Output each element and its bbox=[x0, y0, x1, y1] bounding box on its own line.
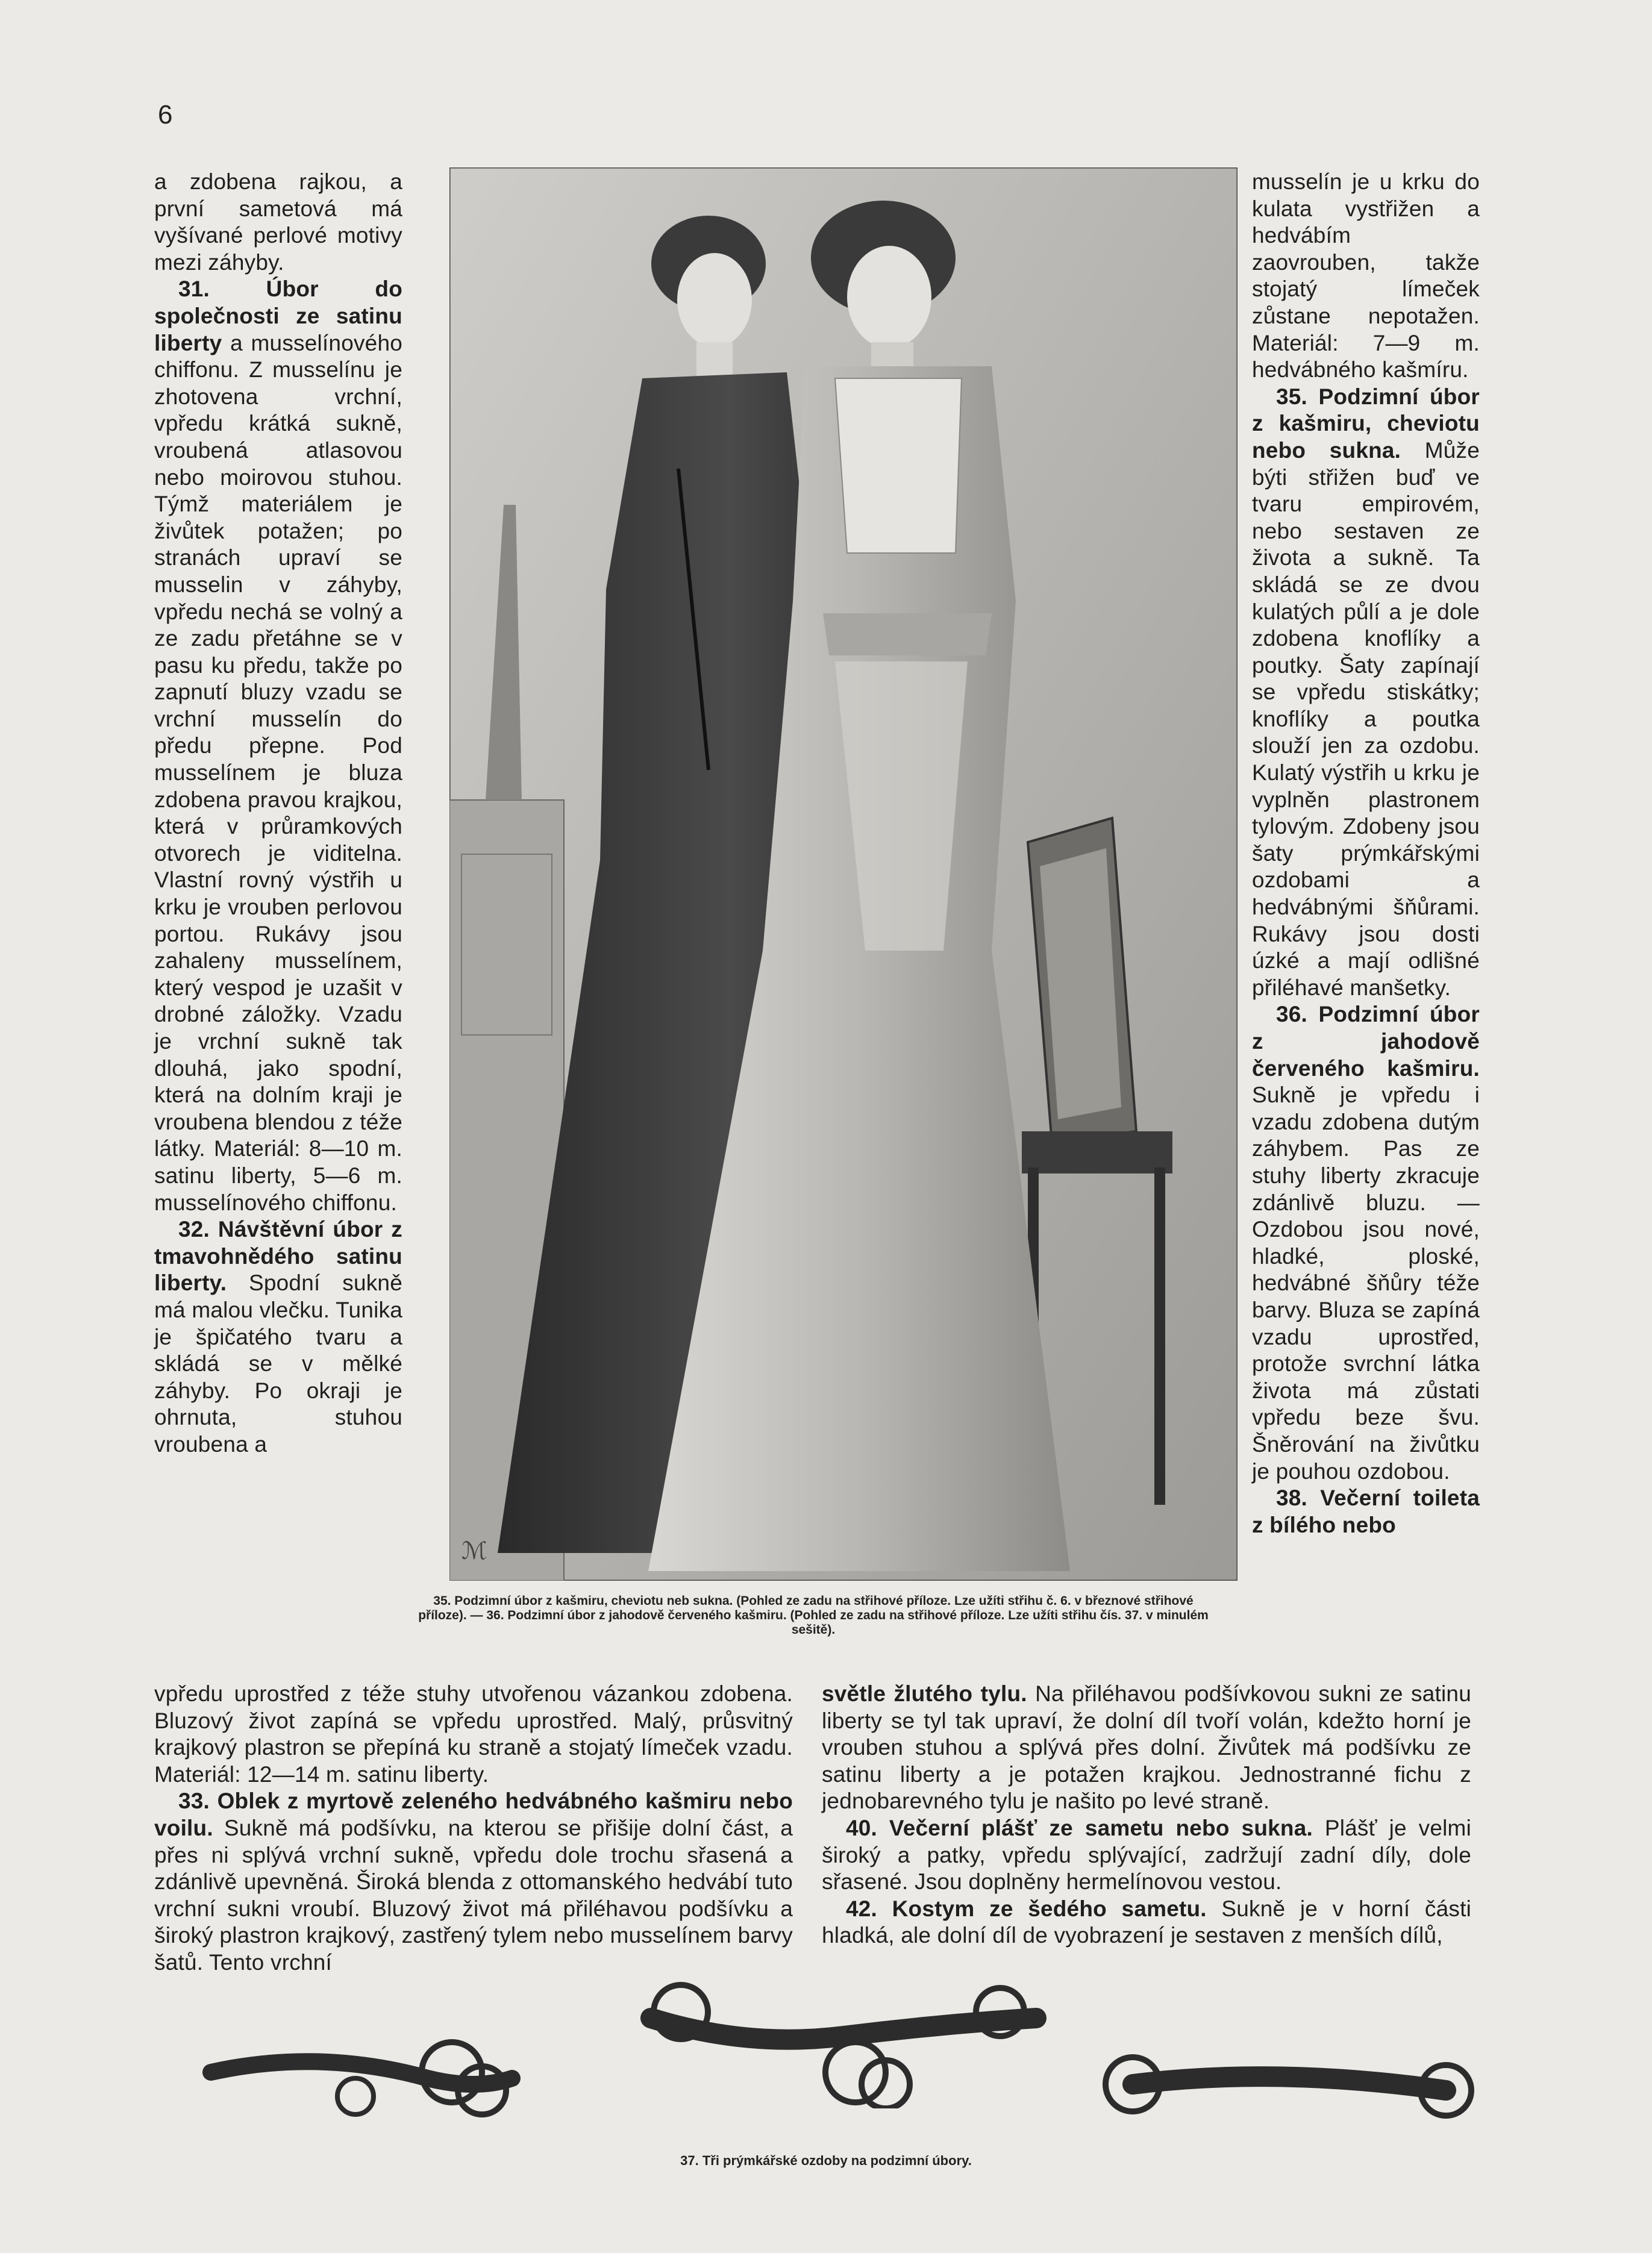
paragraph: musselín je u krku do kulata vystřižen a hedvábím zaovrouben, takže stojatý límeček zůstane nepotažen. Materiál: 7—9 m. hedvábného kašmíru. bbox=[1252, 169, 1480, 383]
ornament-left bbox=[199, 2024, 536, 2133]
paragraph bbox=[154, 276, 402, 1216]
paragraph-heading: 32. Návštěvní úbor z tmavohnědého satinu liberty. bbox=[154, 1217, 402, 1296]
paragraph-heading: 31. Úbor do společnosti ze satinu liberty bbox=[154, 277, 402, 355]
bottom-right-text bbox=[822, 1681, 1471, 1949]
paragraph-heading: 33. Oblek z myrtově zeleného hedvábného kašmiru nebo voilu. bbox=[154, 1789, 793, 1840]
paragraph bbox=[1252, 1001, 1480, 1485]
paragraph bbox=[1252, 384, 1480, 1002]
ornament-center bbox=[627, 1970, 1060, 2108]
ornament-right bbox=[1097, 2042, 1482, 2133]
column-right bbox=[1252, 169, 1480, 1539]
paragraph bbox=[154, 1216, 402, 1458]
paragraph-body: a musselínového chiffonu. Z musselínu je zhotovena vrchní, vpředu krátká sukně, vroubená atlasovou nebo moirovou stuhou. Týmž materiálem je živůtek potažen; po stranách upraví se musselin v záhyby, vpředu nechá se volný a ze zadu přetáhne se v pasu ku předu, takže po zapnutí bluzy vzadu se vrchní musselín do předu přepne. Pod musselínem je bluza zdobena pravou krajkou, která v průramkových otvorech je viditelna. Vlastní rovný výstřih u krku je vrouben perlovou portou. Rukávy jsou zahaleny musselínem, který vespod je uzašit v drobné záložky. Vzadu je vrchní sukně tak dlouhá, jako spodní, která na dolním kraji je vroubena blendou z téže látky. Materiál: 8—10 m. satinu liberty, 5—6 m. musselínového chiffonu. bbox=[154, 330, 402, 1215]
paragraph-heading: 35. Podzimní úbor z kašmiru, cheviotu nebo sukna. bbox=[1252, 384, 1480, 463]
paragraph-body: Může býti střižen buď ve tvaru empirovém, nebo sestaven ze života a sukně. Ta skládá se ze dvou kulatých půlí a je dole zdobena knoflíky a poutky. Šaty zapínají se vpředu stiskátky; knoflíky a poutka slouží jen za ozdobu. Kulatý výstřih u krku je vyplněn plastronem tylovým. Zdobeny jsou šaty prýmkářskými ozdobami a hedvábnými šňůrami. Rukávy jsou dosti úzké a mají odlišné přiléhavé manšetky. bbox=[1252, 437, 1480, 1000]
paragraph-heading: 42. Kostym ze šedého sametu. bbox=[846, 1896, 1207, 1921]
bottom-left-text bbox=[154, 1681, 793, 1976]
paragraph-body: Plášť je velmi široký a patky, vpředu splývající, zadržují zadní díly, dole sřasené. Jsou doplněny hermelínovou vestou. bbox=[822, 1815, 1471, 1895]
paragraph-body: Na přiléhavou podšívkovou sukni ze satinu liberty se tyl tak upraví, že dolní díl tvoří volán, kdežto horní je vrouben stuhou a splývá přes dolní. Živůtek má podšívku ze satinu liberty a je potažen krajkou. Jednostranné fichu z jednobarevného tylu je našito po levé straně. bbox=[822, 1681, 1471, 1814]
paragraph bbox=[822, 1681, 1471, 1815]
paragraph-heading: 38. Večerní toileta z bílého nebo bbox=[1252, 1486, 1480, 1537]
page-number: 6 bbox=[158, 100, 173, 130]
paragraph-body: Sukně má podšívku, na kterou se přišije dolní část, a přes ni splývá vrchní sukně, vpředu dole trochu sřasená a zdánlivě upevněná. Široká blenda z ottomanského hedvábí tuto vrchní sukni vroubí. Bluzový život má přiléhavou podšívku a široký plastron krajkový, zastřený tylem nebo musselínem barvy šatů. Tento vrchní bbox=[154, 1815, 793, 1975]
paragraph-body: Sukně je vpředu i vzadu zdobena dutým záhybem. Pas ze stuhy liberty zkracuje zdánlivě bluzu. — Ozdobou jsou nové, hladké, ploské, hedvábné šňůry téže barvy. Bluza se zapíná vzadu uprostřed, protože svrchní látka života má zůstati vpředu beze švu. Šněrování na živůtku je pouhou ozdobou. bbox=[1252, 1083, 1480, 1484]
paragraph: a zdobena rajkou, a první sametová má vyšívané perlové motivy mezi záhyby. bbox=[154, 169, 402, 275]
ornaments-caption: 37. Tři prýmkářské ozdoby na podzimní úbory. bbox=[680, 2153, 972, 2168]
paragraph bbox=[822, 1815, 1471, 1896]
column-left bbox=[154, 169, 402, 1458]
paragraph: vpředu uprostřed z téže stuhy utvořenou vázankou zdobena. Bluzový život zapíná se vpředu uprostřed. Malý, průsvitný krajkový plastron se přepíná ku straně a stojatý límeček vzadu. Materiál: 12—14 m. satinu liberty. bbox=[154, 1681, 793, 1787]
paragraph-heading: 36. Podzimní úbor z jahodově červeného kašmiru. bbox=[1252, 1002, 1480, 1081]
paragraph-heading: 40. Večerní plášť ze sametu nebo sukna. bbox=[846, 1815, 1313, 1840]
paragraph bbox=[822, 1896, 1471, 1949]
paragraph bbox=[1252, 1485, 1480, 1539]
monogram: ℳ bbox=[461, 1537, 487, 1564]
paragraph-heading: světle žlutého tylu. bbox=[822, 1681, 1027, 1706]
paragraph-body: Spodní sukně má malou vlečku. Tunika je špičatého tvaru a skládá se v mělké záhyby. Po okraji je ohrnuta, stuhou vroubena a bbox=[154, 1270, 402, 1457]
paragraph bbox=[154, 1788, 793, 1976]
paragraph-body: Sukně je v horní části hladká, ale dolní díl de vyobrazení je sestaven z menších dílů, bbox=[822, 1896, 1471, 1948]
illustration-caption: 35. Podzimní úbor z kašmiru, cheviotu neb sukna. (Pohled ze zadu na střihové příloze. Lze užíti střihu č. 6. v březnové střihové příloze). — 36. Podzimní úbor z jahodově červeného kašmiru. (Pohled ze zadu na střihové příloze. Lze užíti střihu čís. 37. v minulém sešitě). bbox=[418, 1594, 1209, 1637]
fashion-illustration bbox=[449, 167, 1237, 1581]
